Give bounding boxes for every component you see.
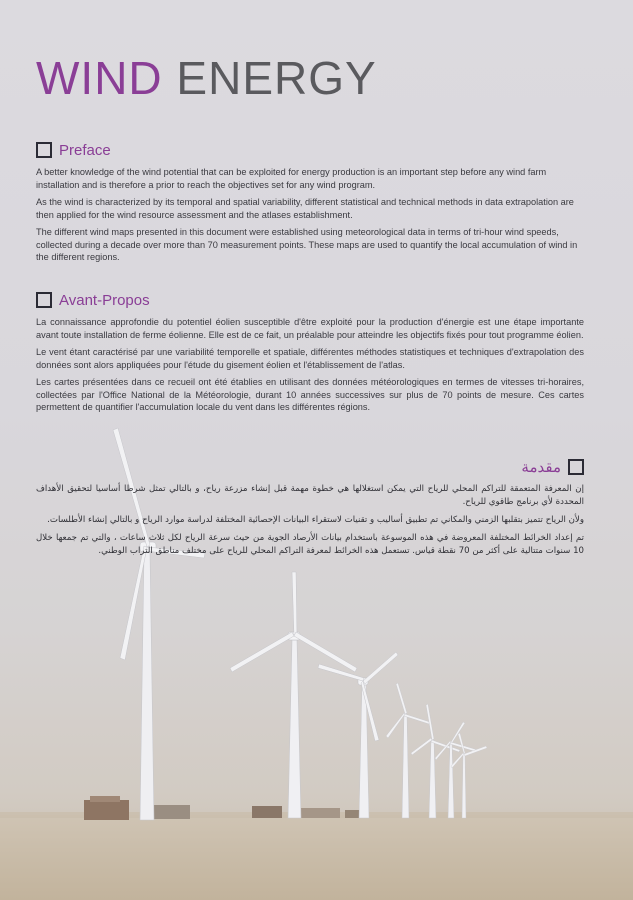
title-word-energy: ENERGY (176, 52, 377, 104)
wind-turbine (230, 572, 357, 818)
square-bullet-icon (36, 142, 52, 158)
section-title: Avant-Propos (59, 291, 150, 309)
wind-turbine (435, 722, 478, 818)
paragraph: The different wind maps presented in this document were established using meteorological data in terms of tri-hour wind speeds, collected during a decade over more than 70 measurement points. These maps are used to quantify the local accumulation of wind in the different regions. (36, 227, 578, 262)
paragraph: Les cartes présentées dans ce recueil ont été établies en utilisant des données météorologiques en termes de vitesses tri-horaires, collectées par l'Office National de la Météorologie, durant 10 années successives sur plus de 70 points de mesure. Ces cartes permettent de quantifier l'accumulation locale du vent dans les différentes régions. (36, 377, 584, 412)
section-muqaddima (36, 456, 584, 558)
square-bullet-icon (568, 459, 584, 475)
paragraph: ولأن الرياح تتميز بتقلبها الزمني والمكاني تم تطبيق أساليب و تقنيات لاستقراء البيانات الإحصائية المختلفة لدراسة موارد الرياح و بالتالي إنشاء الأطلسات. (47, 515, 584, 525)
section-heading (36, 139, 584, 161)
section-preface (36, 139, 584, 264)
title-word-wind: WIND (36, 52, 163, 104)
paragraph: إن المعرفة المتعمقة للتراكم المحلي للرياح التي يمكن استغلالها هي خطوة مهمة قبل إنشاء مزرعة رياح، و بالتالي تمثل شرطا أساسيا لتحقيق الأهداف المحددة لأي برنامج طاقوي للرياح. (36, 484, 584, 507)
section-avant-propos (36, 289, 584, 414)
paragraph: تم إعداد الخرائط المختلفة المعروضة في هذه الموسوعة باستخدام بيانات الأرصاد الجوية من حيث سرعة الرياح لكل ثلاث ساعات ، والتي تم جمعها خلال 10 سنوات متتالية على أكثر من 70 نقطة قياس. تستعمل هذه الخرائط لمعرفة التراكم المحلي للرياح على مختلف مناطق التراب الوطني. (36, 533, 584, 556)
paragraph: As the wind is characterized by its temporal and spatial variability, different statistical and technical methods in data extrapolation are then applied for the wind resource assessment and the atlases establishment. (36, 197, 574, 220)
wind-turbine (386, 683, 430, 818)
paragraph: A better knowledge of the wind potential that can be exploited for energy production is an important step before any wind farm installation and is therefore a prior to reach the objectives set for any wind program. (36, 167, 547, 190)
square-bullet-icon (36, 292, 52, 308)
desert-ground (0, 815, 633, 900)
section-heading (36, 456, 584, 478)
section-heading (36, 289, 584, 311)
paragraph: Le vent étant caractérisé par une variabilité temporelle et spatiale, différentes méthodes statistiques et techniques d'extrapolation des données sont alors appliquées pour l'étude du gisement éolien et l'établissement de l'atlas. (36, 347, 584, 370)
paragraph: La connaissance approfondie du potentiel éolien susceptible d'être exploité pour la production d'énergie est une étape importante avant toute installation de ferme éolienne. Elle est de ce fait, un préalable pour atteindre les objectifs fixés pour tout programme éolien. (36, 317, 584, 340)
page-title (36, 50, 377, 106)
section-title: Preface (59, 141, 111, 159)
section-title: مقدمة (521, 459, 561, 476)
wind-turbine (318, 652, 398, 818)
